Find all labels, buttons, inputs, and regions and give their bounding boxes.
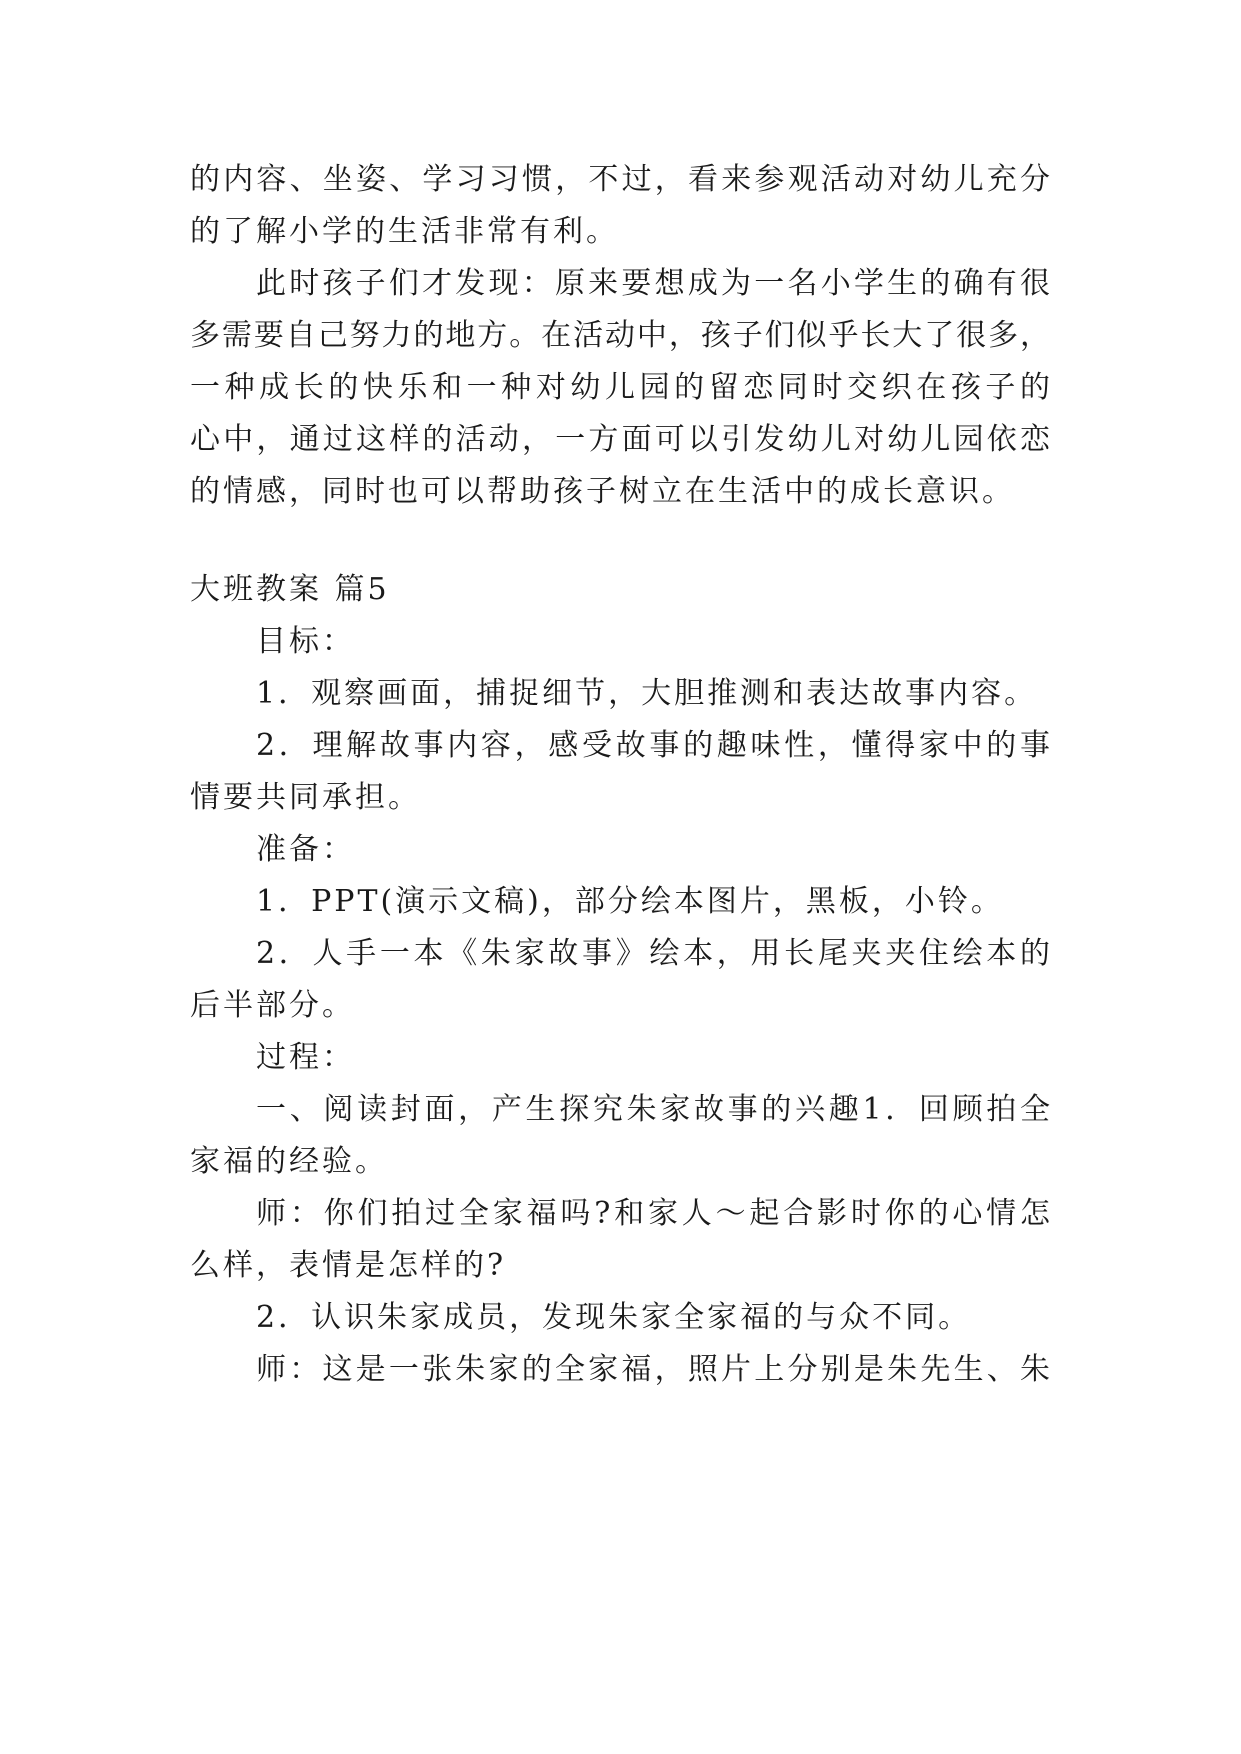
text-line: 此时孩子们才发现：原来要想成为一名小学生的确有很 bbox=[256, 266, 1050, 301]
text-line: 多需要自己努力的地方。在活动中，孩子们似乎长大了很多， bbox=[190, 318, 1050, 353]
text-line: 的了解小学的生活非常有利。 bbox=[190, 214, 619, 249]
text-line: 心中，通过这样的活动，一方面可以引发幼儿对幼儿园依恋 bbox=[190, 422, 1050, 457]
text-line: 目标： bbox=[256, 624, 355, 659]
text-line: 师：你们拍过全家福吗?和家人～起合影时你的心情怎 bbox=[256, 1196, 1050, 1231]
text-line: 一种成长的快乐和一种对幼儿园的留恋同时交织在孩子的 bbox=[190, 370, 1050, 405]
text-line: 一、阅读封面，产生探究朱家故事的兴趣1．回顾拍全 bbox=[256, 1092, 1050, 1127]
text-line: 2．认识朱家成员，发现朱家全家福的与众不同。 bbox=[256, 1300, 972, 1335]
text-line: 过程： bbox=[256, 1040, 355, 1075]
text-line: 2．理解故事内容，感受故事的趣味性，懂得家中的事 bbox=[256, 728, 1050, 763]
text-line: 么样，表情是怎样的? bbox=[190, 1248, 507, 1283]
text-line: 后半部分。 bbox=[190, 988, 355, 1023]
text-line: 1．观察画面，捕捉细节，大胆推测和表达故事内容。 bbox=[256, 676, 1038, 711]
text-line: 2．人手一本《朱家故事》绘本，用长尾夹夹住绘本的 bbox=[256, 936, 1050, 971]
text-line: 情要共同承担。 bbox=[190, 780, 421, 815]
text-line: 的内容、坐姿、学习习惯，不过，看来参观活动对幼儿充分 bbox=[190, 162, 1050, 197]
text-line: 1．PPT(演示文稿)，部分绘本图片，黑板，小铃。 bbox=[256, 884, 1004, 919]
text-line: 家福的经验。 bbox=[190, 1144, 388, 1179]
text-line: 的情感，同时也可以帮助孩子树立在生活中的成长意识。 bbox=[190, 474, 1015, 509]
text-line: 准备： bbox=[256, 832, 355, 867]
text-line: 师：这是一张朱家的全家福，照片上分别是朱先生、朱 bbox=[256, 1352, 1050, 1387]
section-heading: 大班教案 篇5 bbox=[190, 572, 390, 607]
